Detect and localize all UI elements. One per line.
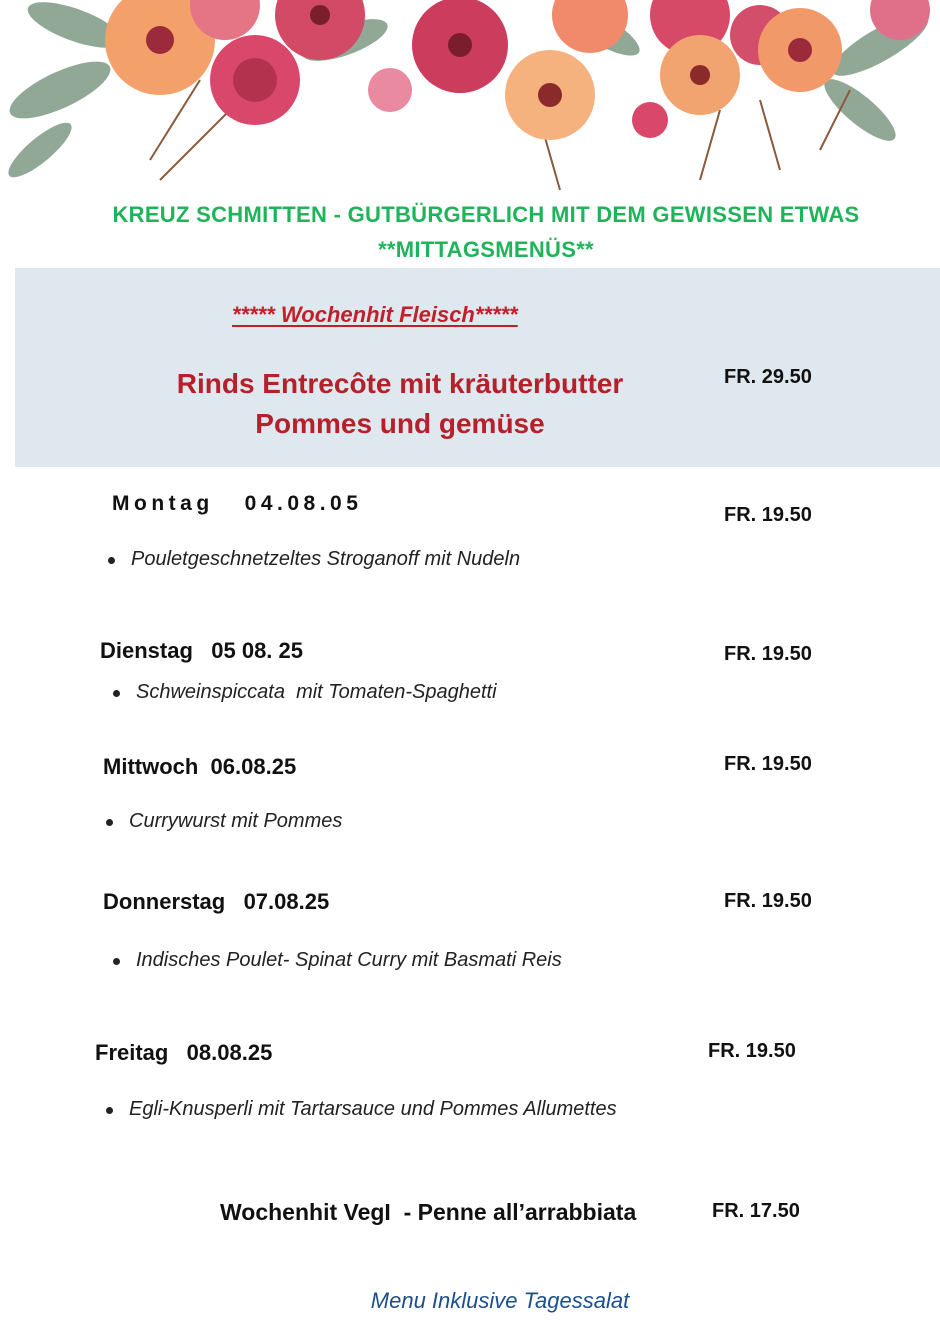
day-heading-wednesday: Mittwoch 06.08.25 [103, 754, 297, 779]
price-tuesday: FR. 19.50 [724, 643, 812, 665]
bullet-icon [113, 958, 120, 965]
weekly-special-dish-line1: Rinds Entrecôte mit kräuterbutter [176, 368, 624, 399]
weekly-special-title: ***** Wochenhit Fleisch***** [232, 302, 518, 327]
menu-heading: **MITTAGSMENÜS** [378, 237, 594, 262]
weekly-special-price: FR. 29.50 [724, 366, 812, 388]
day-heading-monday: Montag 04.08.05 [112, 492, 363, 515]
day-heading-thursday: Donnerstag 07.08.25 [103, 889, 330, 914]
day-heading-tuesday: Dienstag 05 08. 25 [100, 638, 303, 663]
bullet-icon [108, 557, 115, 564]
bullet-icon [106, 1107, 113, 1114]
dish-thursday: Indisches Poulet- Spinat Curry mit Basmati Reis [136, 949, 562, 971]
price-thursday: FR. 19.50 [724, 890, 812, 912]
bullet-icon [113, 690, 120, 697]
dish-friday: Egli-Knusperli mit Tartarsauce und Pommes Allumettes [129, 1098, 617, 1120]
weekly-vegi-dish: Wochenhit VegI - Penne all’arrabbiata [220, 1199, 637, 1225]
dish-tuesday: Schweinspiccata mit Tomaten-Spaghetti [136, 681, 497, 703]
dish-monday: Pouletgeschnetzeltes Stroganoff mit Nudeln [131, 548, 521, 570]
day-heading-friday: Freitag 08.08.25 [95, 1040, 273, 1065]
price-friday: FR. 19.50 [708, 1040, 796, 1062]
weekly-special-dish-line2: Pommes und gemüse [255, 408, 545, 439]
footer-note: Menu Inklusive Tagessalat [370, 1288, 630, 1313]
bullet-icon [106, 819, 113, 826]
dish-wednesday: Currywurst mit Pommes [129, 810, 343, 832]
restaurant-title: KREUZ SCHMITTEN - GUTBÜRGERLICH MIT DEM GEWISSEN ETWAS [112, 202, 860, 227]
price-monday: FR. 19.50 [724, 504, 812, 526]
weekly-vegi-price: FR. 17.50 [712, 1200, 800, 1222]
price-wednesday: FR. 19.50 [724, 753, 812, 775]
floral-banner-illustration [0, 0, 940, 200]
